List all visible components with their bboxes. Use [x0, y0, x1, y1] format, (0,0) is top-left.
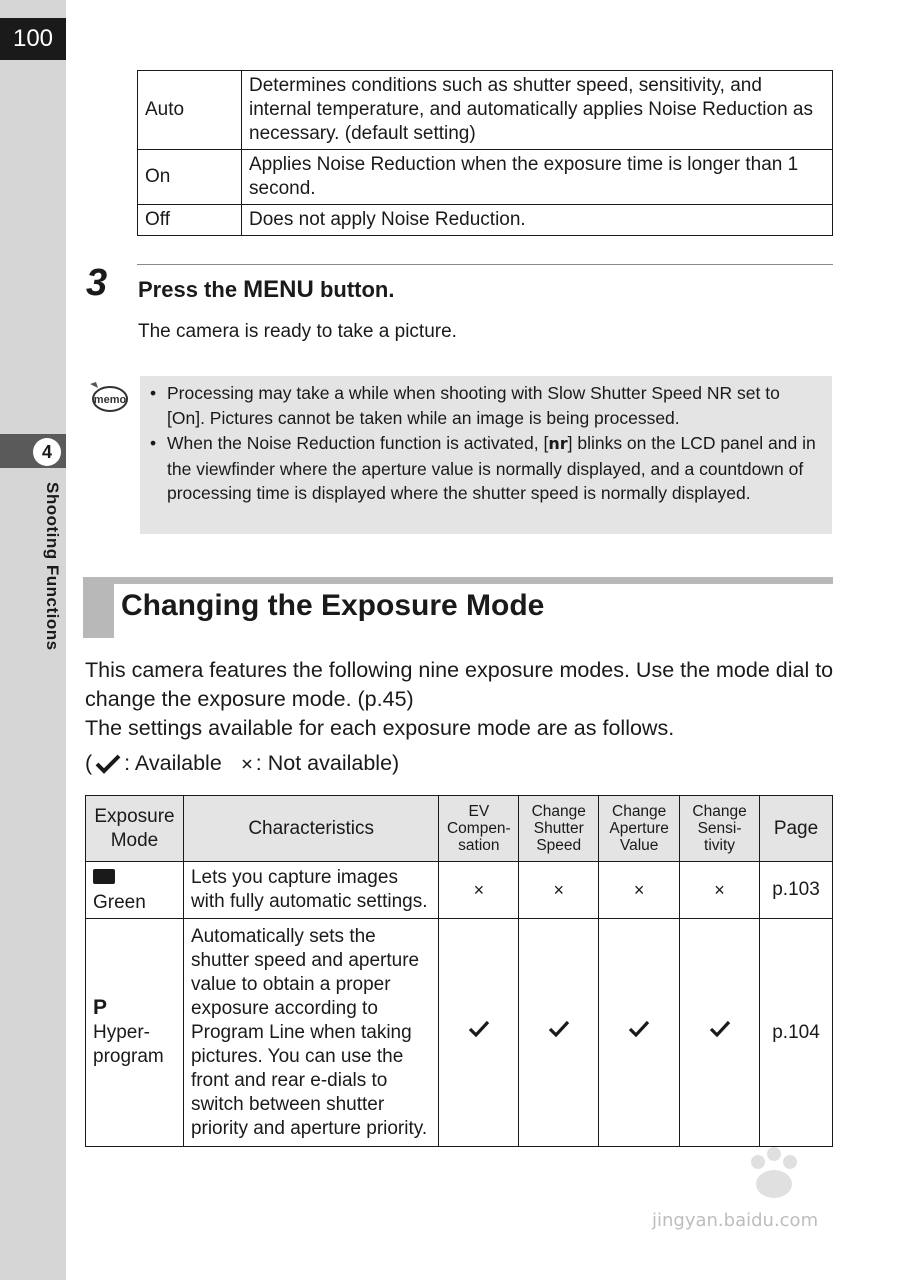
step-description: The camera is ready to take a picture. [138, 321, 457, 342]
section-heading: Changing the Exposure Mode [121, 589, 545, 622]
description-cell: Determines conditions such as shutter speed, sensitivity, and internal temperature, and automatically applies Noise Reduction as necessary. (default setting) [242, 71, 833, 150]
green-mode-icon [93, 869, 115, 884]
table-row [86, 862, 833, 919]
step-title-post: button. [313, 277, 395, 302]
memo-box [140, 376, 832, 534]
ev-cell: × [439, 862, 519, 919]
step-number: 3 [86, 262, 108, 304]
header-page: Page [760, 796, 833, 862]
characteristics-cell: Lets you capture images with fully automatic settings. [183, 862, 438, 919]
memo-item [150, 431, 822, 506]
header-aperture-value: Change Aperture Value [599, 796, 680, 862]
header-exposure-mode: Exposure Mode [86, 796, 184, 862]
bullet: • [150, 383, 157, 403]
page-cell: p.103 [760, 862, 833, 919]
option-cell: Auto [138, 71, 242, 150]
mode-cell [86, 862, 184, 919]
body-line-1: This camera features the following nine exposure modes. Use the mode dial to change the exposure mode. (p.45) [85, 658, 834, 711]
body-text [85, 656, 845, 743]
description-cell: Does not apply Noise Reduction. [242, 205, 833, 236]
aperture-cell [599, 919, 680, 1147]
sensitivity-cell: × [680, 862, 760, 919]
check-icon [95, 754, 121, 774]
legend-open-paren: ( [85, 751, 93, 775]
step-title [138, 276, 394, 304]
program-mode-symbol: P [93, 996, 108, 1019]
header-shutter-speed: Change Shutter Speed [519, 796, 599, 862]
legend [85, 751, 399, 776]
memo-text: Processing may take a while when shooting with Slow Shutter Speed NR set to [On]. Pictures cannot be taken while an image is being processed. [167, 383, 780, 428]
check-icon [628, 1020, 650, 1038]
baidu-watermark-icon [648, 1140, 868, 1250]
sensitivity-cell [680, 919, 760, 1147]
legend-available: : Available [124, 751, 222, 775]
check-icon [709, 1020, 731, 1038]
legend-not-available: : Not available) [255, 751, 400, 775]
step-title-pre: Press the [138, 277, 244, 302]
mode-name: Green [93, 892, 146, 913]
noise-reduction-table [137, 70, 833, 236]
ev-cell [439, 919, 519, 1147]
nr-indicator: nr [548, 434, 568, 453]
option-cell: Off [138, 205, 242, 236]
chapter-number: 4 [33, 438, 61, 466]
heading-block [83, 577, 114, 638]
characteristics-cell: Automatically sets the shutter speed and aperture value to obtain a proper exposure according to Program Line when taking pictures. You can use the front and rear e-dials to switch between shutter priority and aperture priority. [183, 919, 438, 1147]
check-icon [548, 1020, 570, 1038]
memo-text-post: ] blinks on the LCD panel and in the viewfinder where the aperture value is normally displayed, and a countdown of processing time is displayed where the shutter speed is normally displayed. [167, 433, 816, 503]
menu-button-label: MENU [243, 276, 314, 303]
option-cell: On [138, 150, 242, 205]
description-cell: Applies Noise Reduction when the exposure time is longer than 1 second. [242, 150, 833, 205]
table-row [138, 205, 833, 236]
table-row [86, 919, 833, 1147]
exposure-mode-table [85, 795, 833, 1147]
bullet: • [150, 433, 157, 453]
memo-text-pre: When the Noise Reduction function is activated, [ [167, 433, 549, 453]
watermark-text: jingyan.baidu.com [652, 1210, 819, 1231]
shutter-cell [519, 919, 599, 1147]
memo-item [150, 381, 822, 430]
page-number: 100 [0, 18, 66, 60]
heading-rule [83, 577, 833, 584]
mode-name: Hyper- program [93, 1022, 164, 1067]
memo-icon [88, 380, 128, 414]
header-row [86, 796, 833, 862]
shutter-cell: × [519, 862, 599, 919]
header-sensitivity: Change Sensi- tivity [680, 796, 760, 862]
mode-cell [86, 919, 184, 1147]
chapter-label: Shooting Functions [43, 482, 62, 651]
header-ev-compensation: EV Compen- sation [439, 796, 519, 862]
step-divider [137, 264, 833, 265]
memo-icon-text: memo [93, 394, 127, 406]
table-row [138, 71, 833, 150]
table-row [138, 150, 833, 205]
cross-icon [240, 757, 254, 771]
page-cell: p.104 [760, 919, 833, 1147]
check-icon [468, 1020, 490, 1038]
body-line-2: The settings available for each exposure mode are as follows. [85, 716, 675, 740]
header-characteristics: Characteristics [183, 796, 438, 862]
aperture-cell: × [599, 862, 680, 919]
